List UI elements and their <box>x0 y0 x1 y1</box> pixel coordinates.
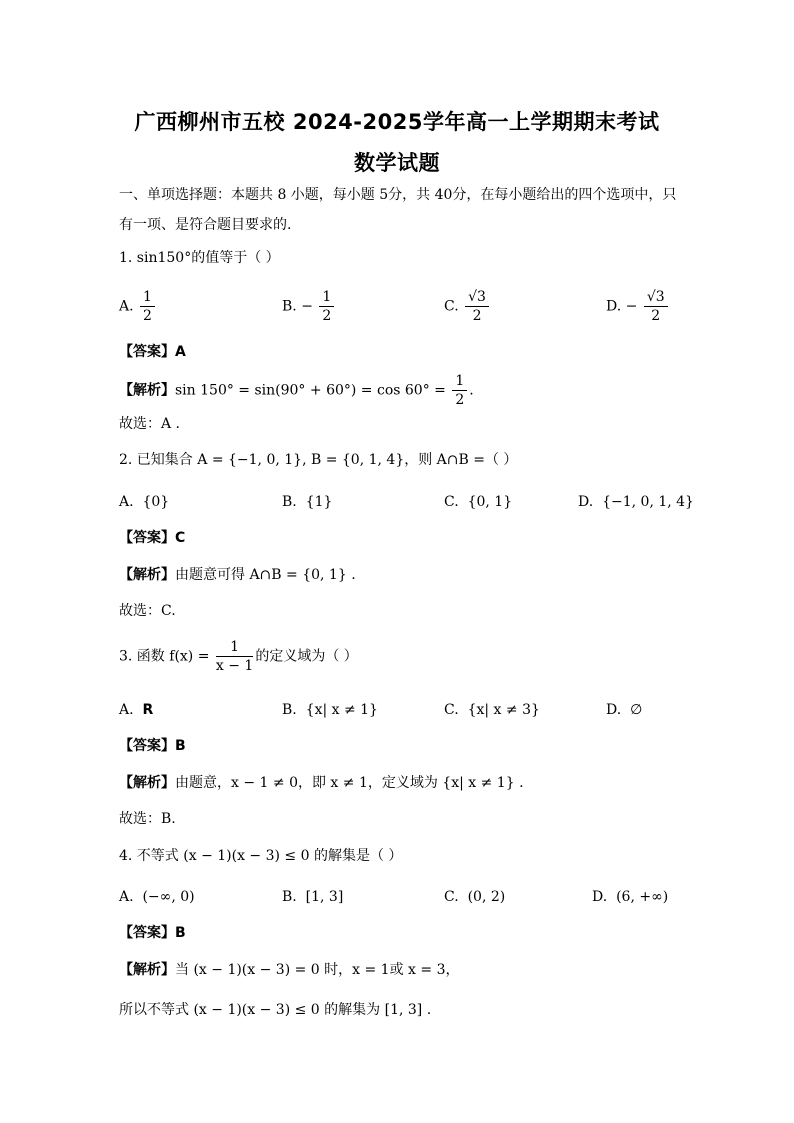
fraction-numerator: √3 <box>465 288 489 307</box>
analysis-label: 【解析】 <box>119 775 175 791</box>
question-3-analysis <box>119 773 524 793</box>
option-text: (0, 2) <box>467 889 506 905</box>
question-3-choice: 故选：B. <box>119 811 176 827</box>
question-1-analysis: 【解析】sin 150° = sin(90° + 60°) = cos 60° = $\frac{1}{2}$ . <box>119 373 474 408</box>
option-label: C. <box>444 494 459 510</box>
question-3-answer: 【答案】B <box>119 738 186 754</box>
option-fraction <box>465 288 489 325</box>
question-3-option-c <box>444 700 540 720</box>
option-prefix: − <box>625 298 638 315</box>
question-4-answer: 【答案】B <box>119 925 186 941</box>
question-2-option-d <box>578 492 694 512</box>
question-4-analysis-conclusion: 所以不等式 (x − 1)(x − 3) ≤ 0 的解集为 [1, 3] . <box>119 1002 432 1018</box>
option-text: {x| x ≠ 3} <box>467 702 540 718</box>
question-4-option-a <box>119 887 195 907</box>
analysis-text: 当 (x − 1)(x − 3) = 0 时，x = 1或 x = 3， <box>175 962 460 978</box>
question-2-option-a <box>119 492 169 512</box>
option-label: C. <box>444 702 459 718</box>
option-text: [1, 3] <box>305 889 344 905</box>
option-text: {x| x ≠ 1} <box>305 702 378 718</box>
fraction-denominator: 2 <box>322 308 332 324</box>
question-2-choice: 故选：C. <box>119 603 176 619</box>
analysis-text: 由题意可得 A∩B = {0, 1} . <box>175 567 356 583</box>
option-label: B. <box>282 702 297 718</box>
option-label: C. <box>444 889 459 905</box>
analysis-fraction <box>452 372 467 409</box>
analysis-text: sin 150° = sin(90° + 60°) = cos 60° = <box>175 382 451 399</box>
fraction-numerator: 1 <box>319 288 334 307</box>
question-4-option-c <box>444 887 505 907</box>
option-label: D. <box>606 298 622 315</box>
question-2-answer: 【答案】C <box>119 530 186 546</box>
option-text: {1} <box>305 494 333 510</box>
option-label: D. <box>592 889 608 905</box>
question-1-stem: 1. sin150°的值等于（ ） <box>119 250 280 266</box>
option-label: B. <box>282 889 297 905</box>
question-2-analysis <box>119 565 356 585</box>
fraction-denominator: 2 <box>472 308 482 324</box>
question-3-stem <box>119 638 358 675</box>
option-label: B. <box>282 494 297 510</box>
fraction-denominator: 2 <box>651 308 661 324</box>
option-prefix: − <box>301 298 313 315</box>
question-1-option-c <box>444 288 491 325</box>
fraction-numerator: 1 <box>452 372 467 391</box>
stem-prefix: 3. 函数 f(x) = <box>119 648 214 665</box>
analysis-label: 【解析】 <box>119 382 175 399</box>
option-label: B. <box>282 298 297 315</box>
analysis-label: 【解析】 <box>119 567 175 583</box>
question-4-analysis <box>119 960 459 980</box>
option-fraction <box>644 288 668 325</box>
option-fraction <box>140 288 155 325</box>
question-3-option-a <box>119 700 153 720</box>
option-label: D. <box>606 702 622 718</box>
option-label: C. <box>444 298 459 315</box>
question-2-option-c <box>444 492 512 512</box>
analysis-label: 【解析】 <box>119 962 175 978</box>
question-4-option-b <box>282 887 343 907</box>
question-1-option-d <box>606 288 670 325</box>
option-text: {0} <box>142 494 170 510</box>
page-title: 广西柳州市五校 2024-2025学年高一上学期期末考试 <box>134 110 660 134</box>
section-heading-line2: 有一项、是符合题目要求的. <box>119 217 292 233</box>
option-text: R <box>142 702 154 718</box>
question-4-option-d <box>592 887 668 907</box>
question-2-stem: 2. 已知集合 A = {−1, 0, 1}, B = {0, 1, 4}，则 A∩B =（ ） <box>119 452 518 468</box>
analysis-text: 由题意，x − 1 ≠ 0，即 x ≠ 1，定义域为 {x| x ≠ 1} . <box>175 775 524 791</box>
fraction-numerator: 1 <box>216 638 253 657</box>
option-text: (−∞, 0) <box>142 889 195 905</box>
option-label: A. <box>119 702 134 718</box>
stem-suffix: 的定义域为（ ） <box>255 648 358 665</box>
fraction-denominator: x − 1 <box>215 658 254 674</box>
option-label: A. <box>119 889 134 905</box>
fraction-denominator: 2 <box>143 308 152 324</box>
option-text: (6, +∞) <box>616 889 669 905</box>
question-1-choice: 故选：A . <box>119 416 181 432</box>
option-label: D. <box>578 494 594 510</box>
question-1-option-b <box>282 288 336 325</box>
question-1-option-a <box>119 288 157 325</box>
option-text: {0, 1} <box>467 494 513 510</box>
fraction-denominator: 2 <box>455 392 465 408</box>
question-2-option-b <box>282 492 332 512</box>
option-text: ∅ <box>630 702 643 718</box>
section-heading-line1: 一、单项选择题：本题共 8 小题，每小题 5分，共 40分，在每小题给出的四个选项中，只 <box>119 187 677 203</box>
question-3-option-b <box>282 700 378 720</box>
option-label: A. <box>119 298 134 315</box>
option-label: A. <box>119 494 134 510</box>
page-subtitle: 数学试题 <box>354 151 440 175</box>
option-text: {−1, 0, 1, 4} <box>602 494 694 510</box>
question-3-option-d <box>606 700 642 720</box>
fraction-numerator: √3 <box>644 288 668 307</box>
option-fraction <box>319 288 334 325</box>
stem-fraction <box>216 638 253 675</box>
question-1-answer: 【答案】A <box>119 344 186 360</box>
question-4-stem: 4. 不等式 (x − 1)(x − 3) ≤ 0 的解集是（ ） <box>119 848 403 864</box>
fraction-numerator: 1 <box>140 288 155 307</box>
